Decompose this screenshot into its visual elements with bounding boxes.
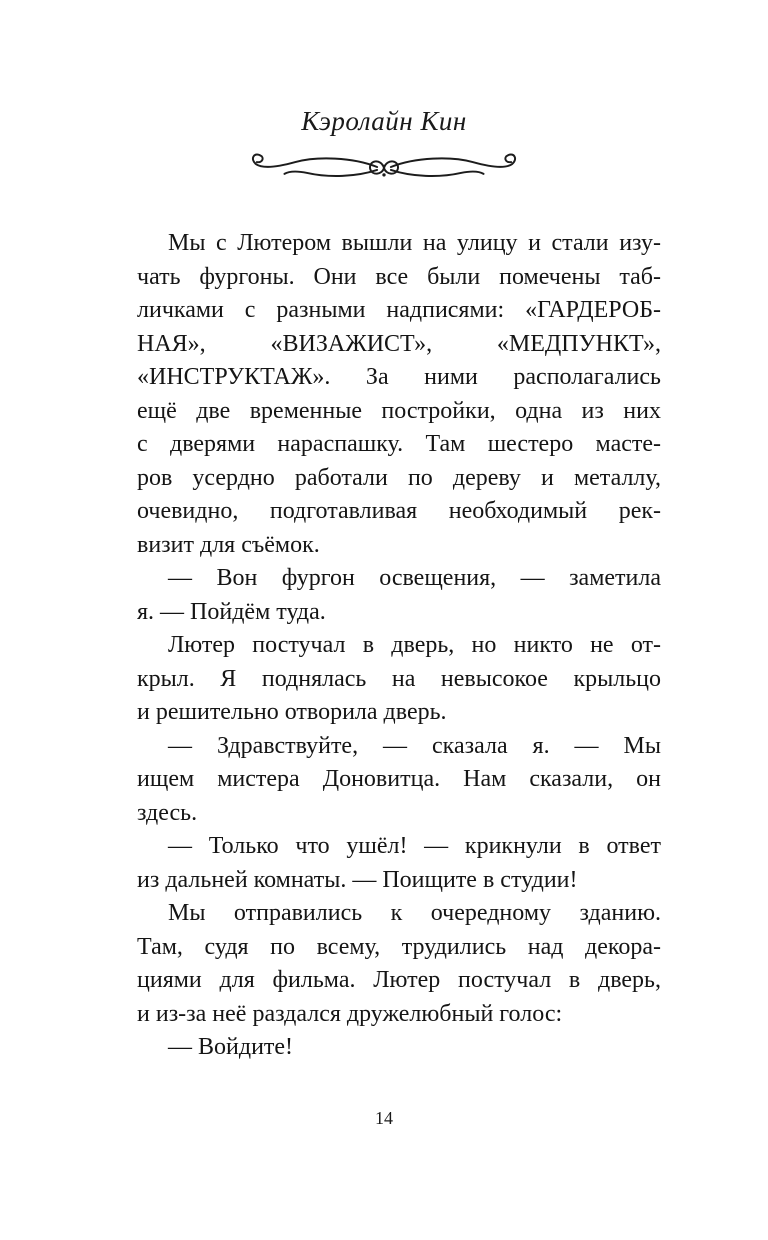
text-line: и из-за неё раздался дружелюбный голос: xyxy=(137,1000,563,1027)
text-line: — Вон фургон освещения, — заметила xyxy=(168,565,661,591)
text-line: — Только что ушёл! — крикнули в ответ xyxy=(168,833,661,859)
paragraph xyxy=(137,227,661,562)
text-line: НАЯ», «ВИЗАЖИСТ», «МЕДПУНКТ», xyxy=(137,330,661,357)
text-line: ещё две временные постройки, одна из них xyxy=(137,397,661,424)
text-line: из дальней комнаты. — Поищите в студии! xyxy=(137,866,578,893)
text-line: ров усердно работали по дереву и металлу, xyxy=(137,464,661,491)
paragraph xyxy=(137,1031,661,1065)
page-body xyxy=(137,227,661,1065)
text-line: с дверями нараспашку. Там шестеро масте- xyxy=(137,431,661,457)
paragraph xyxy=(137,730,661,831)
text-line: крыл. Я поднялась на невысокое крыльцо xyxy=(137,665,661,692)
text-line: очевидно, подготавливая необходимый рек- xyxy=(137,498,661,524)
page-number: 14 xyxy=(375,1108,393,1128)
flourish-divider-icon xyxy=(246,150,522,184)
text-line: «ИНСТРУКТАЖ». За ними располагались xyxy=(137,364,661,390)
text-line: визит для съёмок. xyxy=(137,531,320,558)
text-line: Мы отправились к очередному зданию. xyxy=(168,900,661,926)
text-line: Лютер постучал в дверь, но никто не от- xyxy=(168,632,661,658)
text-line: личками с разными надписями: «ГАРДЕРОБ- xyxy=(137,297,661,323)
paragraph xyxy=(137,629,661,730)
running-head-author: Кэролайн Кин xyxy=(301,106,467,136)
text-line: я. — Пойдём туда. xyxy=(137,598,326,625)
text-line: Мы с Лютером вышли на улицу и стали изу- xyxy=(168,230,661,256)
paragraph xyxy=(137,830,661,897)
paragraph xyxy=(137,897,661,1031)
text-line: здесь. xyxy=(137,799,198,826)
text-line: циями для фильма. Лютер постучал в дверь, xyxy=(137,967,661,993)
text-line: — Войдите! xyxy=(168,1034,294,1060)
text-line: — Здравствуйте, — сказала я. — Мы xyxy=(168,732,661,759)
text-line: ищем мистера Доновитца. Нам сказали, он xyxy=(137,766,661,792)
text-line: Там, судя по всему, трудились над декора- xyxy=(137,933,661,960)
text-line: и решительно отворила дверь. xyxy=(137,699,447,725)
paragraph xyxy=(137,562,661,629)
text-line: чать фургоны. Они все были помечены таб- xyxy=(137,263,661,290)
